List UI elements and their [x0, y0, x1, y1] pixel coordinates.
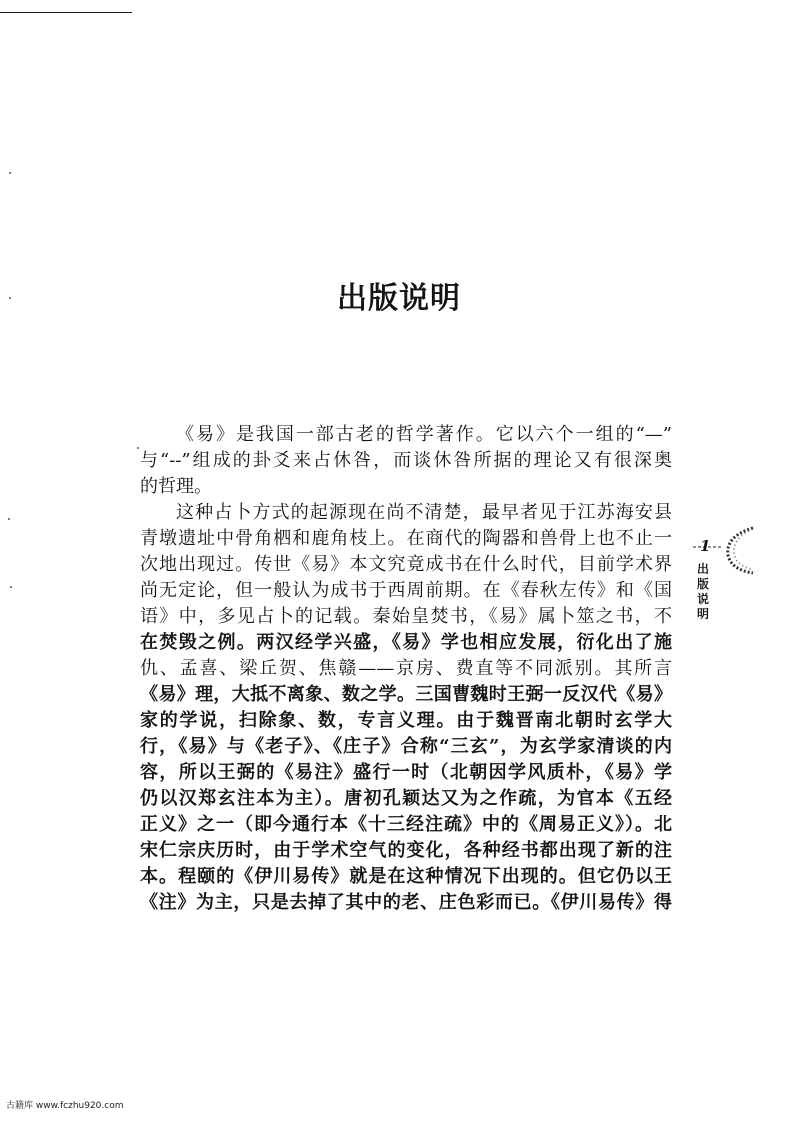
running-title-char: 出: [696, 562, 709, 576]
text-line: 本。程颐的《伊川易传》就是在这种情况下出现的。但它仍以王: [140, 866, 672, 887]
text-line: 行，《易》与《老子》、《庄子》合称“三玄”，为玄学家清谈的内: [140, 736, 672, 757]
text-line: 的哲理。: [140, 476, 212, 497]
text-line: 仇、孟喜、梁丘贺、焦赣——京房、费直等不同派别。其所言: [140, 658, 672, 679]
text-line: 宋仁宗庆历时，由于学术空气的变化，各种经书都出现了新的注: [140, 840, 672, 861]
running-title: [694, 562, 712, 622]
footer-watermark: 古籍库 www.fczhu920.com: [6, 1101, 124, 1111]
text-line: 这种占卜方式的起源现在尚不清楚，最早者见于江苏海安县: [176, 502, 672, 523]
text-line: 尚无定论，但一般认为成书于西周前期。在《春秋左传》和《国: [140, 580, 672, 601]
text-line: 在焚毁之例。两汉经学兴盛，《易》学也相应发展，衍化出了施: [140, 632, 672, 653]
paragraph-2: [140, 500, 672, 942]
text-line: 容，所以王弼的《易注》盛行一时（北朝因学风质朴，《易》学: [140, 762, 672, 783]
top-rule: [0, 12, 132, 13]
paragraph-1: [140, 422, 672, 500]
scan-speck: [8, 518, 10, 520]
running-title-char: 版: [696, 577, 709, 591]
text-line: 与“--”组成的卦爻来占休咎，而谈休咎所据的理论又有很深奥: [140, 450, 672, 471]
text-line: 青墩遗址中骨角柶和鹿角枝上。在商代的陶器和兽骨上也不止一: [140, 528, 672, 549]
text-line: 正义》之一（即今通行本《十三经注疏》中的《周易正义》）。北: [140, 814, 672, 835]
scan-speck: [10, 586, 12, 588]
text-line: 《易》理，大抵不离象、数之学。三国曹魏时王弼一反汉代《易》: [140, 684, 672, 705]
text-line: 《注》为主，只是去掉了其中的老、庄色彩而已。《伊川易传》得: [140, 892, 672, 913]
scan-speck: [9, 172, 11, 174]
text-line: 《易》是我国一部古老的哲学著作。它以六个一组的“—”: [176, 424, 672, 445]
text-line: 语》中，多见占卜的记载。秦始皇焚书，《易》属卜筮之书，不: [140, 606, 672, 627]
text-line: 仍以汉郑玄注本为主）。唐初孔颖达又为之作疏，为官本《五经: [140, 788, 672, 809]
running-title-char: 说: [696, 592, 709, 606]
scan-speck: [9, 297, 11, 299]
text-line: [140, 916, 672, 942]
page-title: 出版说明: [337, 281, 461, 316]
text-line: 次地出现过。传世《易》本文究竟成书在什么时代，目前学术界: [140, 554, 672, 575]
running-title-char: 明: [696, 607, 709, 621]
page-number: 1: [700, 537, 711, 555]
scan-speck: [137, 447, 139, 449]
text-line: 家的学说，扫除象、数，专言义理。由于魏晋南北朝时玄学大: [140, 710, 672, 731]
body-text: [140, 422, 672, 942]
